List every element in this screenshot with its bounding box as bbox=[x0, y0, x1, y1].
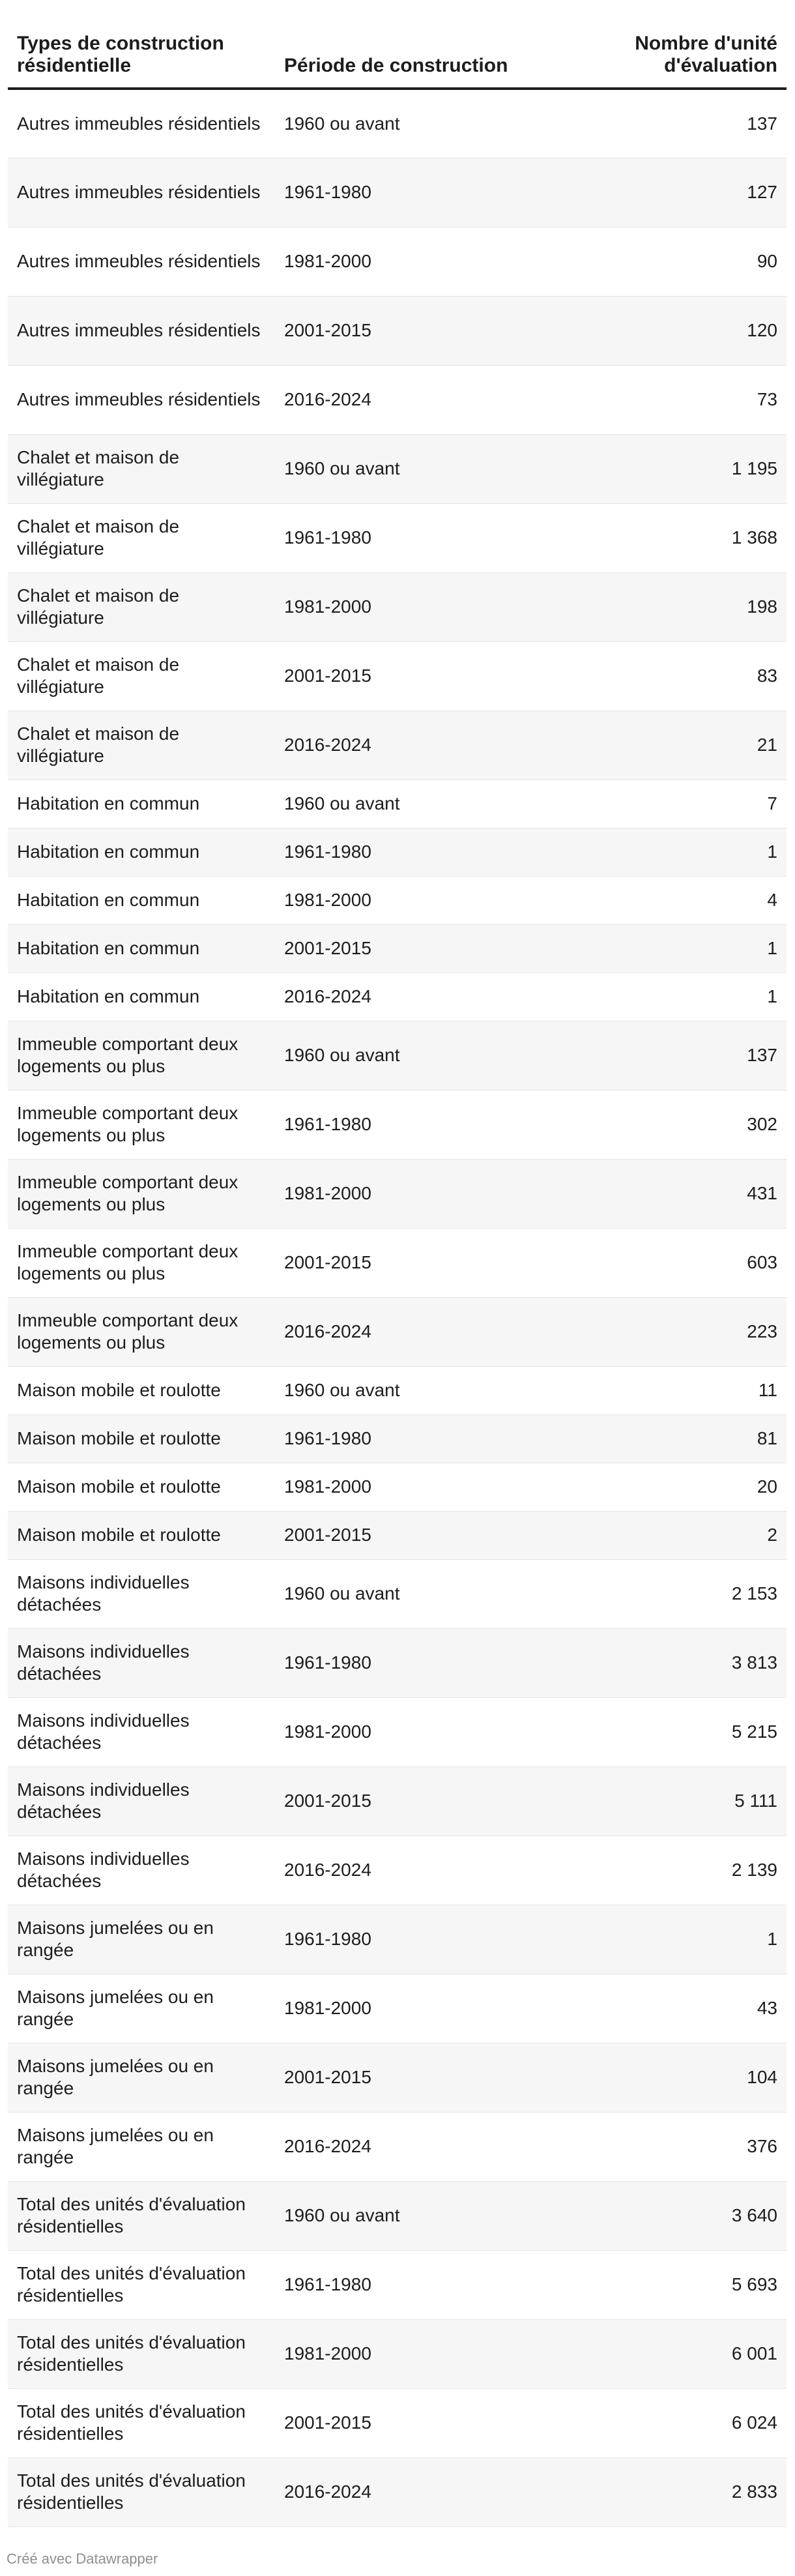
cell-type: Habitation en commun bbox=[8, 876, 275, 924]
cell-period: 1960 ou avant bbox=[275, 1366, 575, 1414]
cell-type: Maisons jumelées ou en rangée bbox=[8, 2112, 275, 2181]
table-row bbox=[8, 780, 787, 828]
table-row bbox=[8, 1836, 787, 1905]
cell-type: Habitation en commun bbox=[8, 924, 275, 973]
cell-count: 1 bbox=[575, 973, 787, 1021]
cell-period: 2016-2024 bbox=[275, 2457, 575, 2526]
data-table bbox=[8, 0, 787, 2527]
cell-count: 104 bbox=[575, 2043, 787, 2112]
table-row bbox=[8, 828, 787, 876]
table-row bbox=[8, 2043, 787, 2112]
table-row bbox=[8, 365, 787, 434]
cell-type: Maison mobile et roulotte bbox=[8, 1511, 275, 1559]
cell-type: Immeuble comportant deux logements ou plus bbox=[8, 1228, 275, 1297]
cell-period: 1960 ou avant bbox=[275, 780, 575, 828]
cell-type: Total des unités d'évaluation résidentielles bbox=[8, 2388, 275, 2457]
table-row bbox=[8, 1697, 787, 1766]
cell-count: 5 693 bbox=[575, 2250, 787, 2319]
cell-period: 1961-1980 bbox=[275, 1628, 575, 1697]
cell-count: 3 640 bbox=[575, 2181, 787, 2250]
table-row bbox=[8, 710, 787, 780]
cell-type: Chalet et maison de villégiature bbox=[8, 641, 275, 710]
cell-count: 7 bbox=[575, 780, 787, 828]
table-row bbox=[8, 2181, 787, 2250]
table-row bbox=[8, 1974, 787, 2043]
table-row bbox=[8, 572, 787, 641]
cell-type: Autres immeubles résidentiels bbox=[8, 89, 275, 158]
cell-count: 137 bbox=[575, 89, 787, 158]
header-count[interactable]: Nombre d'unité d'évaluation bbox=[575, 0, 787, 89]
cell-count: 431 bbox=[575, 1159, 787, 1228]
cell-period: 2001-2015 bbox=[275, 2388, 575, 2457]
cell-period: 1981-2000 bbox=[275, 1697, 575, 1766]
cell-count: 1 368 bbox=[575, 503, 787, 572]
cell-type: Total des unités d'évaluation résidentielles bbox=[8, 2181, 275, 2250]
cell-count: 20 bbox=[575, 1463, 787, 1511]
cell-period: 2016-2024 bbox=[275, 2112, 575, 2181]
cell-period: 2001-2015 bbox=[275, 2043, 575, 2112]
table-row bbox=[8, 158, 787, 227]
cell-type: Maisons individuelles détachées bbox=[8, 1836, 275, 1905]
cell-period: 2001-2015 bbox=[275, 641, 575, 710]
cell-type: Maison mobile et roulotte bbox=[8, 1463, 275, 1511]
cell-type: Maisons jumelées ou en rangée bbox=[8, 1905, 275, 1974]
credit-footer: Créé avec Datawrapper bbox=[7, 2550, 158, 2567]
table-row bbox=[8, 924, 787, 973]
cell-type: Habitation en commun bbox=[8, 828, 275, 876]
cell-count: 1 195 bbox=[575, 434, 787, 503]
cell-count: 2 139 bbox=[575, 1836, 787, 1905]
cell-type: Chalet et maison de villégiature bbox=[8, 710, 275, 780]
cell-period: 1981-2000 bbox=[275, 1159, 575, 1228]
cell-count: 5 215 bbox=[575, 1697, 787, 1766]
cell-count: 21 bbox=[575, 710, 787, 780]
cell-type: Maisons jumelées ou en rangée bbox=[8, 1974, 275, 2043]
cell-type: Chalet et maison de villégiature bbox=[8, 434, 275, 503]
table-row bbox=[8, 1414, 787, 1463]
cell-type: Chalet et maison de villégiature bbox=[8, 572, 275, 641]
cell-period: 1960 ou avant bbox=[275, 1559, 575, 1628]
cell-type: Habitation en commun bbox=[8, 973, 275, 1021]
cell-type: Maisons individuelles détachées bbox=[8, 1766, 275, 1836]
cell-period: 1981-2000 bbox=[275, 1463, 575, 1511]
cell-type: Total des unités d'évaluation résidentielles bbox=[8, 2319, 275, 2388]
cell-count: 3 813 bbox=[575, 1628, 787, 1697]
cell-count: 127 bbox=[575, 158, 787, 227]
cell-period: 2001-2015 bbox=[275, 1228, 575, 1297]
cell-type: Maisons jumelées ou en rangée bbox=[8, 2043, 275, 2112]
table-row bbox=[8, 1463, 787, 1511]
cell-type: Maison mobile et roulotte bbox=[8, 1414, 275, 1463]
cell-type: Autres immeubles résidentiels bbox=[8, 296, 275, 365]
cell-period: 2016-2024 bbox=[275, 1836, 575, 1905]
cell-count: 5 111 bbox=[575, 1766, 787, 1836]
cell-count: 198 bbox=[575, 572, 787, 641]
table-row bbox=[8, 1905, 787, 1974]
cell-count: 6 024 bbox=[575, 2388, 787, 2457]
cell-period: 2016-2024 bbox=[275, 973, 575, 1021]
table-row bbox=[8, 1366, 787, 1414]
cell-period: 2016-2024 bbox=[275, 365, 575, 434]
table-row bbox=[8, 227, 787, 296]
cell-period: 1981-2000 bbox=[275, 1974, 575, 2043]
table-row bbox=[8, 1297, 787, 1366]
cell-period: 2001-2015 bbox=[275, 924, 575, 973]
cell-period: 1961-1980 bbox=[275, 1090, 575, 1159]
cell-period: 1961-1980 bbox=[275, 2250, 575, 2319]
cell-type: Chalet et maison de villégiature bbox=[8, 503, 275, 572]
cell-count: 1 bbox=[575, 828, 787, 876]
cell-period: 2001-2015 bbox=[275, 1511, 575, 1559]
table-row bbox=[8, 2457, 787, 2526]
table-row bbox=[8, 2250, 787, 2319]
cell-period: 1981-2000 bbox=[275, 2319, 575, 2388]
cell-period: 1961-1980 bbox=[275, 1905, 575, 1974]
cell-period: 1960 ou avant bbox=[275, 434, 575, 503]
cell-type: Maisons individuelles détachées bbox=[8, 1559, 275, 1628]
cell-period: 1981-2000 bbox=[275, 572, 575, 641]
cell-period: 1961-1980 bbox=[275, 503, 575, 572]
cell-count: 376 bbox=[575, 2112, 787, 2181]
table-row bbox=[8, 1159, 787, 1228]
table-row bbox=[8, 89, 787, 158]
table-row bbox=[8, 1628, 787, 1697]
cell-period: 2001-2015 bbox=[275, 296, 575, 365]
cell-type: Total des unités d'évaluation résidentielles bbox=[8, 2250, 275, 2319]
cell-type: Autres immeubles résidentiels bbox=[8, 158, 275, 227]
table-row bbox=[8, 1021, 787, 1090]
cell-count: 223 bbox=[575, 1297, 787, 1366]
table-row bbox=[8, 503, 787, 572]
cell-type: Autres immeubles résidentiels bbox=[8, 227, 275, 296]
cell-type: Autres immeubles résidentiels bbox=[8, 365, 275, 434]
cell-period: 2001-2015 bbox=[275, 1766, 575, 1836]
cell-count: 73 bbox=[575, 365, 787, 434]
cell-period: 1981-2000 bbox=[275, 876, 575, 924]
cell-count: 120 bbox=[575, 296, 787, 365]
cell-count: 137 bbox=[575, 1021, 787, 1090]
cell-count: 2 833 bbox=[575, 2457, 787, 2526]
cell-period: 1960 ou avant bbox=[275, 89, 575, 158]
table-row bbox=[8, 973, 787, 1021]
cell-period: 1961-1980 bbox=[275, 828, 575, 876]
cell-count: 81 bbox=[575, 1414, 787, 1463]
cell-count: 83 bbox=[575, 641, 787, 710]
cell-period: 1960 ou avant bbox=[275, 1021, 575, 1090]
table-row bbox=[8, 641, 787, 710]
cell-type: Maisons individuelles détachées bbox=[8, 1628, 275, 1697]
cell-count: 1 bbox=[575, 1905, 787, 1974]
table-row bbox=[8, 296, 787, 365]
table-row bbox=[8, 2319, 787, 2388]
cell-type: Immeuble comportant deux logements ou plus bbox=[8, 1297, 275, 1366]
cell-type: Immeuble comportant deux logements ou plus bbox=[8, 1090, 275, 1159]
table-header bbox=[8, 0, 787, 89]
cell-count: 2 bbox=[575, 1511, 787, 1559]
cell-count: 4 bbox=[575, 876, 787, 924]
cell-count: 90 bbox=[575, 227, 787, 296]
table-body bbox=[8, 89, 787, 2526]
cell-type: Immeuble comportant deux logements ou plus bbox=[8, 1021, 275, 1090]
cell-period: 2016-2024 bbox=[275, 1297, 575, 1366]
cell-type: Total des unités d'évaluation résidentielles bbox=[8, 2457, 275, 2526]
cell-period: 1961-1980 bbox=[275, 158, 575, 227]
cell-count: 43 bbox=[575, 1974, 787, 2043]
cell-count: 302 bbox=[575, 1090, 787, 1159]
cell-type: Habitation en commun bbox=[8, 780, 275, 828]
table-row bbox=[8, 2112, 787, 2181]
table-row bbox=[8, 1766, 787, 1836]
cell-period: 1961-1980 bbox=[275, 1414, 575, 1463]
cell-period: 1960 ou avant bbox=[275, 2181, 575, 2250]
cell-count: 2 153 bbox=[575, 1559, 787, 1628]
table-row bbox=[8, 1511, 787, 1559]
cell-period: 1981-2000 bbox=[275, 227, 575, 296]
header-row bbox=[8, 0, 787, 89]
cell-type: Maisons individuelles détachées bbox=[8, 1697, 275, 1766]
cell-type: Immeuble comportant deux logements ou plus bbox=[8, 1159, 275, 1228]
header-type[interactable]: Types de construction résidentielle bbox=[8, 0, 275, 89]
table-row bbox=[8, 1228, 787, 1297]
header-period[interactable]: Période de construction bbox=[275, 0, 575, 89]
table-row bbox=[8, 2388, 787, 2457]
table-row bbox=[8, 876, 787, 924]
table-row bbox=[8, 434, 787, 503]
cell-count: 6 001 bbox=[575, 2319, 787, 2388]
cell-count: 603 bbox=[575, 1228, 787, 1297]
cell-count: 1 bbox=[575, 924, 787, 973]
cell-count: 11 bbox=[575, 1366, 787, 1414]
cell-period: 2016-2024 bbox=[275, 710, 575, 780]
table-row bbox=[8, 1090, 787, 1159]
table-row bbox=[8, 1559, 787, 1628]
cell-type: Maison mobile et roulotte bbox=[8, 1366, 275, 1414]
